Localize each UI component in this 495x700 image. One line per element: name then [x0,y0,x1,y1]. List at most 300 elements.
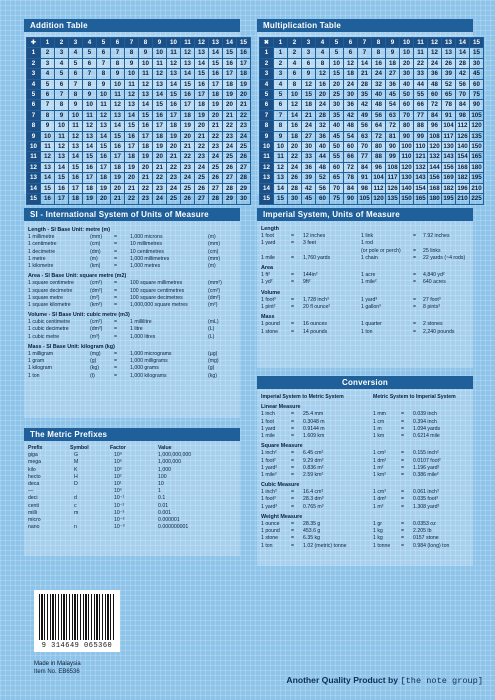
conversion-cell: 1.02 (metric) tonne [303,542,347,549]
imperial-cell: 1 stone [261,328,279,335]
multiplication-cell: 21 [358,69,372,79]
metric-row [28,517,238,524]
multiplication-header-cell: 13 [442,38,456,48]
addition-row-header: 9 [27,131,41,141]
si-row [28,295,238,302]
addition-cell: 27 [237,162,251,172]
imperial-cell: = [291,279,295,286]
conversion-cell: = [401,528,405,535]
metric-cell: deca [28,480,40,487]
multiplication-row-header: 4 [260,79,274,89]
addition-cell: 12 [97,110,111,120]
addition-cell: 5 [55,69,69,79]
imperial-cell: = [291,233,295,240]
metric-cell: 0.1 [158,495,166,502]
multiplication-cell: 78 [344,173,358,183]
imperial-cell: 1,760 yards [303,254,331,261]
conversion-cell: 1 cm³ [373,489,386,496]
multiplication-cell: 12 [302,79,316,89]
addition-cell: 17 [55,194,69,204]
si-cell: 1 centimetre [28,241,57,248]
addition-header-cell: 15 [237,38,251,48]
addition-cell: 13 [55,152,69,162]
addition-cell: 4 [69,48,83,58]
addition-cell: 27 [195,194,209,204]
metric-cell: milli [28,509,37,516]
addition-cell: 14 [167,79,181,89]
metric-cell: D [74,480,78,487]
addition-cell: 11 [97,100,111,110]
conversion-cell: 1.308 yard³ [413,503,440,510]
multiplication-cell: 13 [274,173,288,183]
metric-cell: 1,000 [158,466,171,473]
multiplication-cell: 1 [274,48,288,58]
imperial-row [261,321,471,328]
addition-cell: 20 [125,173,139,183]
imperial-cell: 1 gallon³ [361,303,381,310]
conversion-cell: 1 inch² [261,450,277,457]
imperial-row [261,329,471,336]
addition-cell: 7 [41,100,55,110]
multiplication-cell: 70 [330,183,344,193]
si-cell: (g) [90,358,97,365]
imperial-row [261,279,471,286]
multiplication-cell: 110 [414,142,428,152]
si-cell: = [114,255,118,262]
conversion-cell: 1 dm² [373,457,387,464]
multiplication-cell: 50 [330,142,344,152]
si-cell: 1 square centimetre [28,280,74,287]
imperial-cell: 1 link [361,233,374,240]
imperial-cell: 12 inches [303,233,326,240]
addition-cell: 17 [223,69,237,79]
addition-cell: 16 [125,131,139,141]
addition-cell: 11 [153,58,167,68]
metric-header-cell: Prefix [28,445,43,451]
addition-cell: 14 [83,142,97,152]
addition-cell: 10 [41,131,55,141]
si-cell: (t) [90,372,95,379]
addition-cell: 20 [111,183,125,193]
multiplication-cell: 14 [274,183,288,193]
multiplication-cell: 8 [274,121,288,131]
si-cell: (mm) [208,255,221,262]
conversion-cell: 0.061 inch³ [413,489,439,496]
conversion-cell: 0.035 foot³ [413,496,438,503]
multiplication-header-cell: 6 [344,38,358,48]
addition-header-cell: 12 [195,38,209,48]
metric-cell: 10⁻³ [114,509,125,516]
addition-cell: 20 [209,110,223,120]
addition-cell: 15 [167,90,181,100]
si-cell: (m²) [90,294,100,301]
addition-cell: 21 [139,173,153,183]
addition-cell: 10 [153,48,167,58]
multiplication-cell: 4 [274,79,288,89]
metric-cell: 0.000000001 [158,524,189,531]
metric-header-cell: Symbol [70,445,89,451]
conversion-content [261,391,471,550]
multiplication-cell: 90 [386,142,400,152]
conversion-cell: 1.094 yards [413,425,441,432]
multiplication-cell: 39 [442,69,456,79]
multiplication-cell: 99 [386,152,400,162]
multiplication-cell: 100 [401,143,412,151]
multiplication-cell: 12 [428,48,442,58]
multiplication-cell: 120 [401,163,412,171]
imperial-cell: (or pole or perch) [361,247,401,254]
multiplication-cell: 180 [471,163,482,171]
conversion-cell: 1 foot [261,418,274,425]
addition-header-cell: 6 [111,38,125,48]
multiplication-header-cell: 1 [274,38,288,48]
addition-cell: 18 [69,194,83,204]
addition-cell: 22 [153,173,167,183]
addition-cell: 18 [223,79,237,89]
imperial-cell: = [413,328,417,335]
multiplication-cell: 39 [302,173,316,183]
si-cell: (µg) [208,351,218,358]
metric-row [28,524,238,531]
multiplication-cell: 8 [288,79,302,89]
metric-cell: 1,000,000 [158,459,182,466]
multiplication-cell: 120 [429,143,440,151]
imperial-cell: 1 foot [261,233,274,240]
si-cell: (dm) [90,248,101,255]
addition-cell: 22 [181,152,195,162]
multiplication-cell: 35 [330,110,344,120]
addition-cell: 5 [83,48,97,58]
conversion-cell: 0.765 m³ [303,503,324,510]
addition-cell: 14 [209,48,223,58]
addition-cell: 20 [153,152,167,162]
addition-cell: 20 [139,162,153,172]
metric-cell: 10⁻⁶ [114,516,125,523]
addition-cell: 6 [83,58,97,68]
addition-cell: 12 [55,142,69,152]
multiplication-cell: 40 [372,90,386,100]
addition-cell: 26 [209,173,223,183]
addition-row-header: 3 [27,69,41,79]
si-cell: 1 decimetre [28,248,56,255]
addition-cell: 28 [237,173,251,183]
addition-cell: 5 [69,58,83,68]
multiplication-cell: 24 [344,79,358,89]
addition-cell: 17 [125,142,139,152]
multiplication-cell: 135 [471,132,482,140]
multiplication-cell: 140 [457,143,468,151]
conversion-left-header: Imperial System to Metric System [261,394,344,400]
si-heading: Mass - SI Base Unit: kilogram (kg) [28,343,115,350]
si-cell: 1 litre [130,326,143,333]
multiplication-cell: 6 [274,100,288,110]
si-cell: 1,000 millimetres [130,255,170,262]
multiplication-cell: 26 [288,173,302,183]
multiplication-header-cell: 15 [470,38,484,48]
metric-cell: 10⁻¹ [114,495,125,502]
multiplication-cell: 28 [288,183,302,193]
addition-cell: 18 [209,90,223,100]
addition-cell: 18 [167,121,181,131]
multiplication-cell: 40 [400,79,414,89]
imperial-cell: 1 yard³ [361,296,378,303]
addition-header-cell: 8 [139,38,153,48]
multiplication-cell: 16 [372,58,386,68]
conversion-cell: = [291,471,295,478]
conversion-cell: = [401,535,405,542]
multiplication-cell: 42 [344,110,358,120]
multiplication-header-cell: 8 [372,38,386,48]
addition-cell: 9 [111,69,125,79]
addition-cell: 10 [125,69,139,79]
addition-cell: 17 [209,79,223,89]
addition-cell: 12 [111,100,125,110]
metric-cell: mega [28,459,41,466]
addition-cell: 16 [97,152,111,162]
multiplication-header-cell: 3 [302,38,316,48]
imperial-heading: Area [261,264,273,271]
metric-row [28,488,238,495]
addition-cell: 7 [83,69,97,79]
multiplication-cell: 60 [400,100,414,110]
addition-cell: 11 [125,79,139,89]
imperial-heading: Volume [261,289,281,296]
multiplication-cell: 45 [302,194,316,204]
addition-table-title: Addition Table [24,19,240,32]
multiplication-cell: 140 [401,184,412,192]
multiplication-row-header: 2 [260,58,274,68]
addition-cell: 28 [223,183,237,193]
metric-cell: 10¹ [114,480,122,487]
si-row [28,256,238,263]
made-in-text: Made in Malaysia [34,661,81,667]
conversion-cell: 1 cm [373,418,385,425]
multiplication-cell: 88 [414,121,428,131]
imperial-cell: 1 acre [361,272,376,279]
addition-cell: 2 [41,48,55,58]
addition-header-cell: 14 [223,38,237,48]
addition-cell: 7 [69,79,83,89]
si-cell: 1 millilitre [130,319,152,326]
addition-header-cell: 9 [153,38,167,48]
multiplication-cell: 15 [274,194,288,204]
addition-cell: 26 [223,162,237,172]
addition-cell: 15 [139,110,153,120]
addition-row-header: 1 [27,48,41,58]
addition-cell: 16 [223,58,237,68]
si-row [28,280,238,287]
addition-row-header: 2 [27,58,41,68]
addition-cell: 22 [237,110,251,120]
addition-cell: 23 [195,152,209,162]
si-cell: 1,000 grams [130,365,159,372]
conversion-cell: 1 m² [373,464,384,471]
si-cell: (cm²) [208,287,221,294]
multiplication-cell: 64 [372,121,386,131]
metric-cell: nano [28,524,40,531]
multiplication-cell: 84 [428,110,442,120]
addition-cell: 15 [83,152,97,162]
multiplication-cell: 14 [358,58,372,68]
metric-cell: deci [28,495,38,502]
imperial-cell: 1 foot³ [261,296,276,303]
multiplication-cell: 108 [387,163,398,171]
conversion-cell: = [401,457,405,464]
addition-cell: 18 [181,110,195,120]
metric-cell: K [74,466,78,473]
metric-cell: 10⁻² [114,502,125,509]
multiplication-cell: 195 [443,195,454,203]
conversion-cell: 0.386 mile² [413,471,439,478]
multiplication-row-header: 15 [260,194,274,204]
imperial-cell: 1 mile² [361,279,377,286]
conversion-cell: 1 stone [261,535,279,542]
addition-cell: 9 [41,121,55,131]
multiplication-row-header: 9 [260,131,274,141]
multiplication-table [259,37,484,205]
conversion-cell: 1 gr [373,521,382,528]
conversion-cell: 1 cm² [373,450,386,457]
conversion-cell: = [401,425,405,432]
multiplication-cell: 5 [330,48,344,58]
addition-cell: 12 [153,69,167,79]
conversion-cell: 0.9144 m [303,425,325,432]
conversion-cell: = [291,411,295,418]
addition-cell: 14 [195,58,209,68]
multiplication-cell: 52 [442,79,456,89]
multiplication-cell: 25 [330,90,344,100]
si-cell: (dm²) [208,294,221,301]
multiplication-cell: 104 [443,122,454,130]
multiplication-cell: 52 [316,173,330,183]
addition-cell: 10 [69,110,83,120]
multiplication-cell: 168 [429,184,440,192]
addition-cell: 28 [209,194,223,204]
addition-cell: 20 [223,100,237,110]
imperial-cell: 22 yards (~4 rods) [423,254,466,261]
conversion-row [261,411,471,418]
addition-cell: 16 [41,194,55,204]
multiplication-cell: 66 [344,152,358,162]
multiplication-cell: 156 [429,174,440,182]
conversion-cell: = [291,542,295,549]
si-cell: (L) [208,333,215,340]
addition-cell: 9 [97,79,111,89]
multiplication-cell: 77 [358,152,372,162]
multiplication-cell: 182 [443,184,454,192]
multiplication-row-header: 11 [260,152,274,162]
addition-row-header: 7 [27,110,41,120]
addition-cell: 19 [111,173,125,183]
addition-cell: 10 [83,100,97,110]
multiplication-cell: 20 [316,90,330,100]
multiplication-cell: 132 [415,163,426,171]
multiplication-row-header: 5 [260,90,274,100]
metric-header-cell: Factor [110,445,126,451]
addition-cell: 8 [97,69,111,79]
addition-cell: 17 [237,58,251,68]
imperial-cell: = [291,240,295,247]
multiplication-cell: 56 [372,110,386,120]
conversion-cell: = [291,496,295,503]
addition-cell: 13 [139,90,153,100]
conversion-cell: 0.0107 foot² [413,457,441,464]
imperial-cell: = [413,247,417,254]
addition-cell: 14 [97,131,111,141]
conversion-row [261,521,471,528]
multiplication-cell: 70 [400,110,414,120]
si-cell: 10 millimetres [130,241,162,248]
addition-cell: 20 [181,131,195,141]
multiplication-table-title: Multiplication Table [257,19,473,32]
conversion-heading: Cubic Measure [261,482,300,489]
conversion-cell: = [401,411,405,418]
conversion-cell: 1 mile [261,432,275,439]
multiplication-cell: 112 [372,183,386,193]
conversion-row [261,433,471,440]
addition-cell: 24 [237,131,251,141]
addition-cell: 25 [209,162,223,172]
multiplication-cell: 16 [288,121,302,131]
addition-cell: 6 [97,48,111,58]
imperial-cell: = [291,272,295,279]
conversion-row [261,543,471,550]
si-cell: 1,000 kilograms [130,372,167,379]
addition-cell: 10 [111,79,125,89]
metric-cell: m [74,509,79,516]
conversion-cell: 9.29 dm² [303,457,324,464]
multiplication-cell: 7 [358,48,372,58]
metric-cell: 10⁹ [114,452,122,459]
conversion-cell: = [401,418,405,425]
multiplication-cell: 105 [471,111,482,119]
conversion-cell: 1 inch³ [261,489,277,496]
addition-cell: 29 [237,183,251,193]
addition-cell: 19 [139,152,153,162]
multiplication-cell: 14 [456,48,470,58]
metric-cell: 10³ [114,466,122,473]
multiplication-cell: 12 [344,58,358,68]
conversion-cell: 1 ton [261,542,273,549]
conversion-cell: 0.0353 oz [413,521,436,528]
addition-cell: 21 [195,131,209,141]
addition-cell: 17 [97,162,111,172]
multiplication-row-header: 7 [260,110,274,120]
si-row [28,302,238,309]
si-cell: (mL) [208,319,219,326]
metric-cell: 0.001 [158,509,171,516]
multiplication-cell: 84 [456,100,470,110]
conversion-cell: 1 foot² [261,457,276,464]
addition-cell: 13 [195,48,209,58]
addition-cell: 19 [181,121,195,131]
addition-cell: 18 [153,131,167,141]
metric-cell: M [74,459,79,466]
addition-cell: 8 [83,79,97,89]
conversion-cell: 1 inch [261,411,275,418]
metric-cell: 10⁶ [114,459,122,466]
addition-cell: 21 [153,162,167,172]
multiplication-cell: 120 [373,195,384,203]
multiplication-cell: 81 [386,131,400,141]
imperial-cell: 8 pints³ [423,303,441,310]
addition-cell: 7 [97,58,111,68]
multiplication-cell: 48 [372,100,386,110]
addition-cell: 11 [55,131,69,141]
si-row [28,351,238,358]
multiplication-cell: 150 [471,143,482,151]
conversion-cell: 1 pound [261,528,280,535]
